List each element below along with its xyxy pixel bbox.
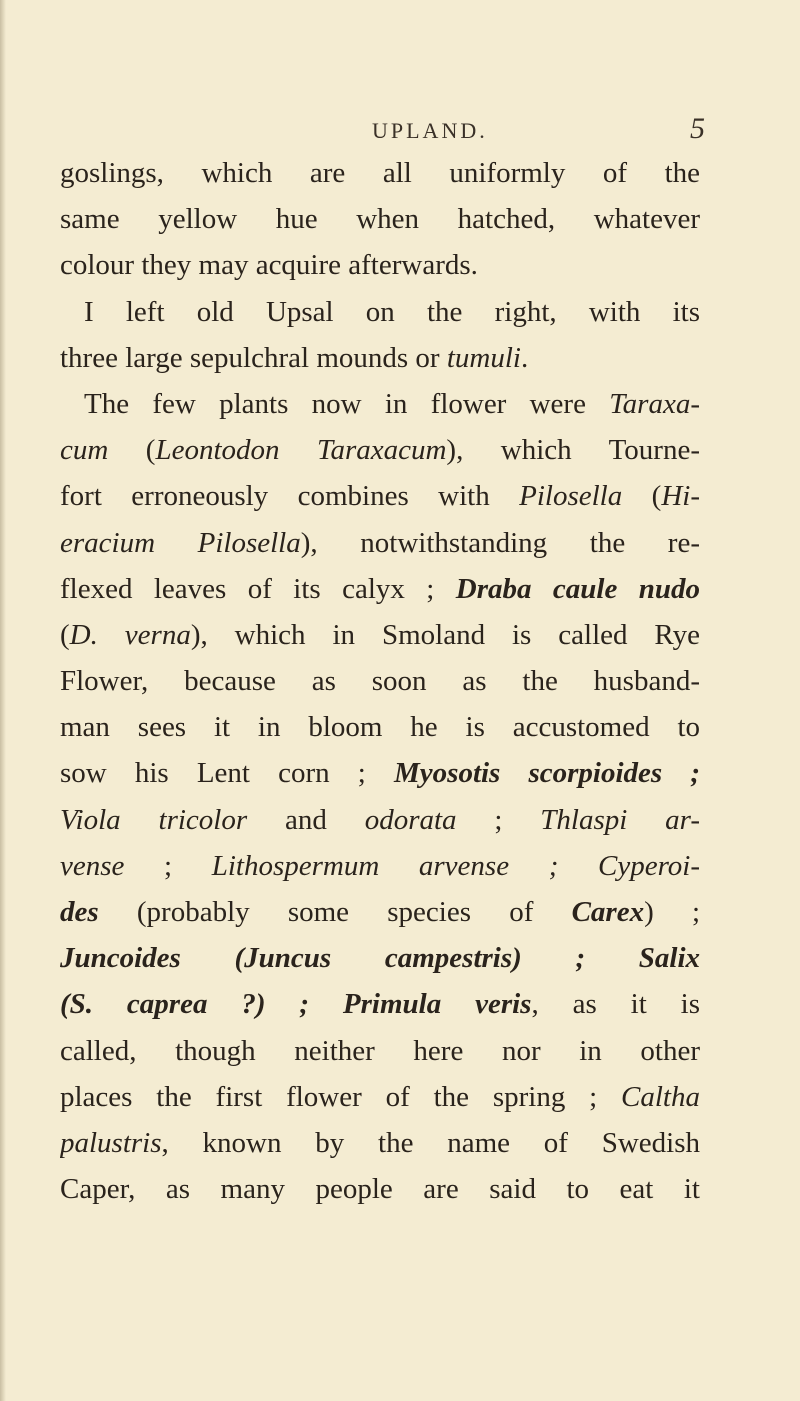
page-header (0, 112, 800, 152)
text-line: flexed leaves of its calyx ; Draba caule nudo (60, 572, 700, 605)
text-line: places the first flower of the spring ; Caltha (60, 1080, 700, 1113)
text-line: called, though neither here nor in other (60, 1034, 700, 1067)
text-line: three large sepulchral mounds or tumuli. (60, 341, 529, 374)
text-line: same yellow hue when hatched, whatever (60, 203, 700, 236)
text-line: The few plants now in flower were Taraxa- (84, 387, 700, 420)
text-line: Caper, as many people are said to eat it (60, 1173, 700, 1206)
text-line: (S. caprea ?) ; Primula veris, as it is (60, 988, 700, 1021)
text-line: (D. verna), which in Smoland is called Rye (60, 618, 700, 651)
text-line: I left old Upsal on the right, with its (84, 295, 700, 328)
text-line: fort erroneously combines with Pilosella (Hi- (60, 480, 700, 513)
text-line: palustris, known by the name of Swedish (60, 1126, 700, 1159)
text-line: Juncoides (Juncus campestris) ; Salix (60, 942, 700, 975)
text-line: cum (Leontodon Taraxacum), which Tourne- (60, 434, 700, 467)
text-line: eracium Pilosella), notwithstanding the re- (60, 526, 700, 559)
page-edge-shadow (0, 0, 6, 1401)
text-line: vense ; Lithospermum arvense ; Cyperoi- (60, 849, 700, 882)
text-line: sow his Lent corn ; Myosotis scorpioides ; (60, 757, 700, 790)
text-line: goslings, which are all uniformly of the (60, 157, 700, 189)
text-line: colour they may acquire afterwards. (60, 249, 478, 282)
page-number: 5 (690, 112, 705, 145)
running-head: UPLAND. (372, 118, 488, 143)
text-line: Flower, because as soon as the husband- (60, 665, 700, 698)
body-text (60, 150, 700, 1212)
text-line: man sees it in bloom he is accustomed to (60, 711, 700, 744)
text-line: Viola tricolor and odorata ; Thlaspi ar- (60, 803, 700, 836)
text-line: des (probably some species of Carex) ; (60, 896, 700, 928)
